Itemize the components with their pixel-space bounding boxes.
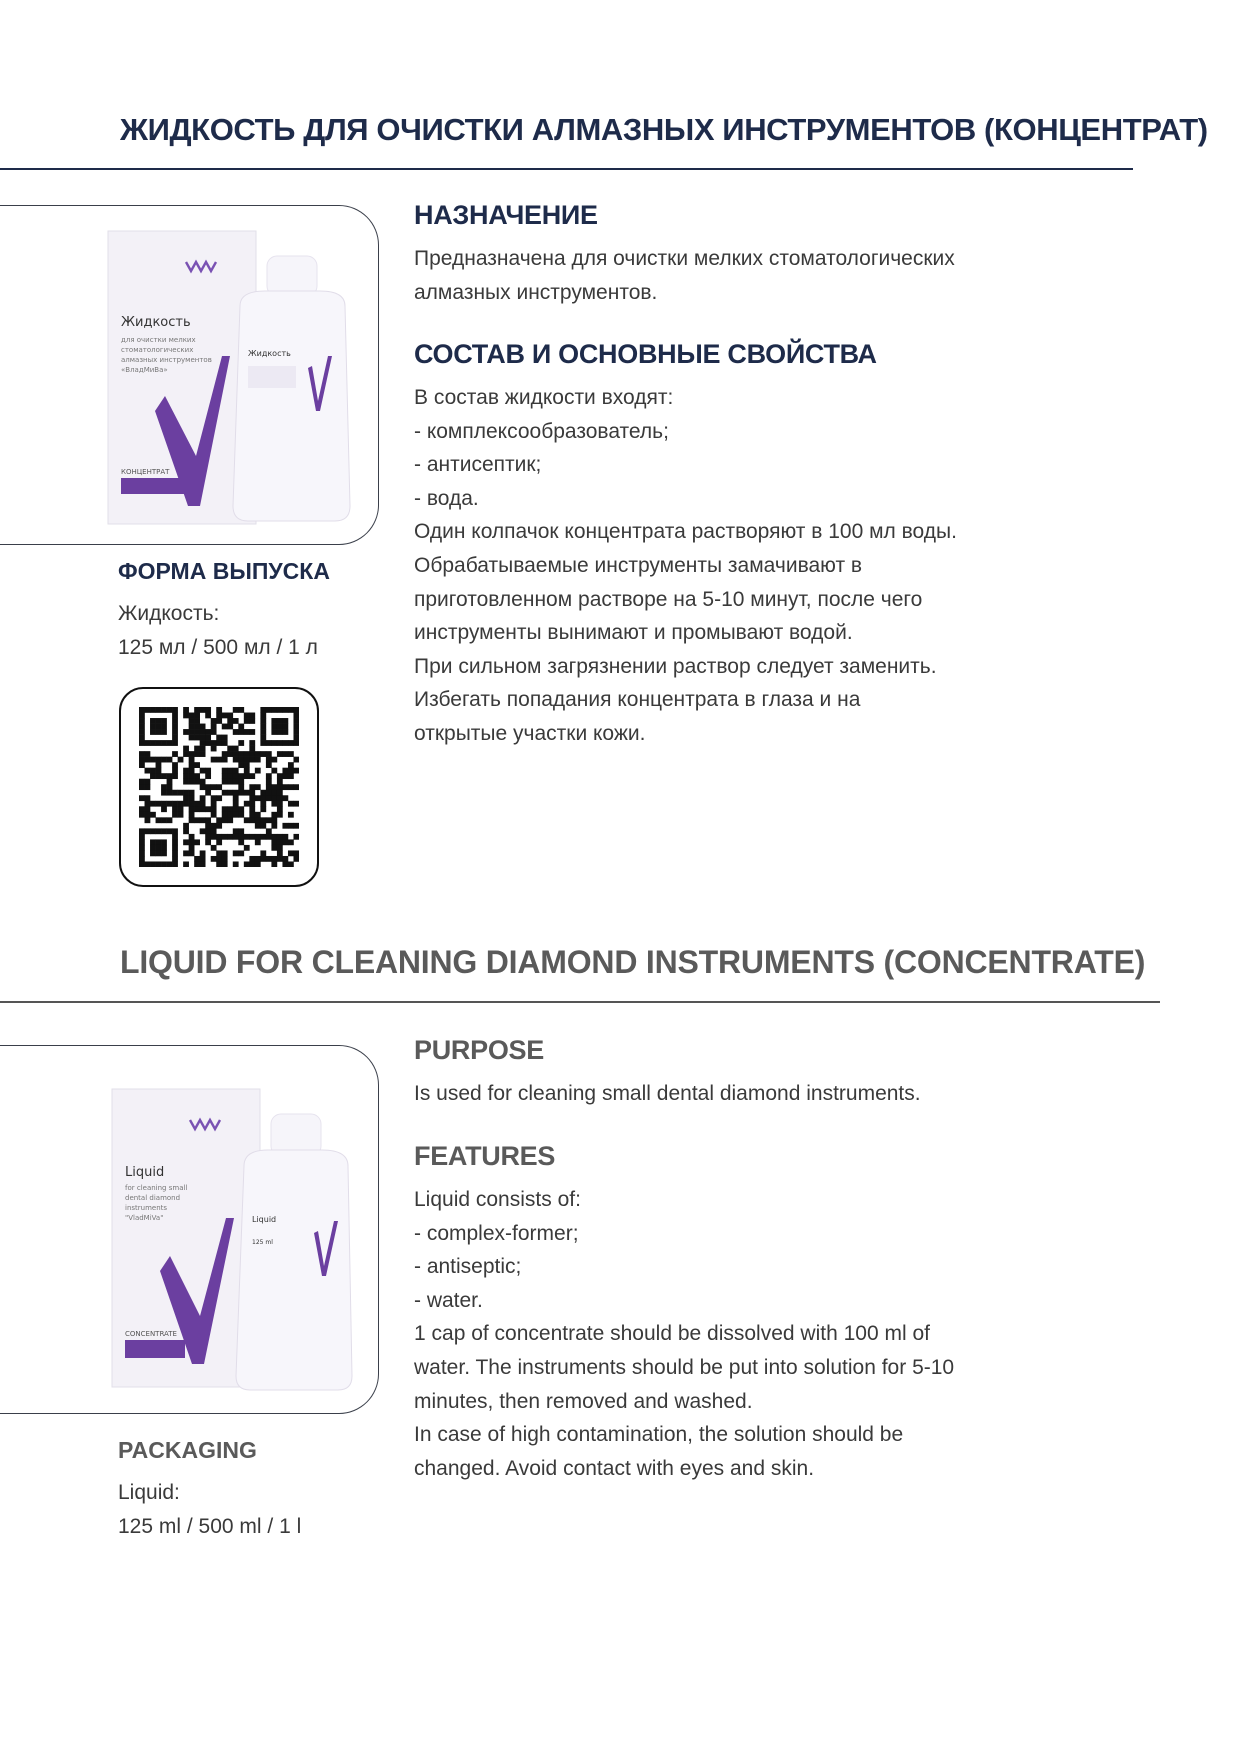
svg-text:for cleaning small: for cleaning small <box>125 1184 188 1192</box>
purpose-text-en <box>414 1077 921 1111</box>
page-title-en: LIQUID FOR CLEANING DIAMOND INSTRUMENTS (CONCENTRATE) <box>120 944 1146 980</box>
text-line: - антисептик; <box>414 453 542 477</box>
qr-code-icon <box>139 707 299 867</box>
svg-text:CONCENTRATE: CONCENTRATE <box>125 1330 177 1338</box>
text-line: Is used for cleaning small dental diamond instruments. <box>414 1082 921 1105</box>
text-line: Liquid consists of: <box>414 1188 581 1211</box>
text-line: алмазных инструментов. <box>414 280 658 304</box>
text-line: приготовленном растворе на 5-10 минут, после чего <box>414 587 923 611</box>
text-line: Предназначена для очистки мелких стоматологических <box>414 247 955 270</box>
product-image-card-en <box>0 1045 379 1414</box>
text-line: 125 мл / 500 мл / 1 л <box>118 635 318 659</box>
text-line: changed. Avoid contact with eyes and skin. <box>414 1456 815 1480</box>
text-line: - комплексообразователь; <box>414 419 669 443</box>
box-label-en: Liquid <box>125 1165 165 1180</box>
text-line: - вода. <box>414 486 479 510</box>
packaging-heading-en: PACKAGING <box>118 1437 257 1463</box>
text-line: Жидкость: <box>118 602 220 625</box>
page-title-ru: ЖИДКОСТЬ ДЛЯ ОЧИСТКИ АЛМАЗНЫХ ИНСТРУМЕНТОВ (КОНЦЕНТРАТ) <box>120 112 1208 147</box>
text-line: Обрабатываемые инструменты замачивают в <box>414 553 863 577</box>
text-line: При сильном загрязнении раствор следует заменить. <box>414 654 937 678</box>
text-line: - antiseptic; <box>414 1255 522 1279</box>
product-photo-en <box>0 1046 378 1413</box>
svg-text:КОНЦЕНТРАТ: КОНЦЕНТРАТ <box>121 468 170 476</box>
text-line: 1 cap of concentrate should be dissolved with 100 ml of <box>414 1322 930 1346</box>
features-text-en <box>414 1183 954 1485</box>
packaging-heading-ru: ФОРМА ВЫПУСКА <box>118 558 330 584</box>
purpose-heading-ru: НАЗНАЧЕНИЕ <box>414 200 598 230</box>
text-line: Избегать попадания концентрата в глаза и на <box>414 688 861 712</box>
packaging-text-ru <box>118 597 318 664</box>
bottle-label-ru: Жидкость <box>248 349 291 358</box>
svg-text:алмазных инструментов: алмазных инструментов <box>121 356 212 364</box>
text-line: water. The instruments should be put into solution for 5-10 <box>414 1355 955 1379</box>
text-line: In case of high contamination, the solution should be <box>414 1423 904 1447</box>
purpose-heading-en: PURPOSE <box>414 1035 544 1065</box>
title-divider-ru <box>0 168 1133 170</box>
text-line: minutes, then removed and washed. <box>414 1389 753 1413</box>
title-divider-en <box>0 1001 1160 1003</box>
text-line: инструменты вынимают и промывают водой. <box>414 621 853 645</box>
product-photo-ru <box>0 206 378 544</box>
svg-text:dental diamond: dental diamond <box>125 1194 181 1202</box>
svg-text:стоматологических: стоматологических <box>121 346 194 354</box>
svg-text:«ВладМиВа»: «ВладМиВа» <box>121 366 168 374</box>
text-line: 125 ml / 500 ml / 1 l <box>118 1514 302 1538</box>
features-heading-ru: СОСТАВ И ОСНОВНЫЕ СВОЙСТВА <box>414 339 877 369</box>
text-line: Один колпачок концентрата растворяют в 100 мл воды. <box>414 520 957 544</box>
qr-code-card[interactable] <box>119 687 319 887</box>
text-line: - water. <box>414 1288 483 1312</box>
text-line: В состав жидкости входят: <box>414 386 674 409</box>
product-image-card-ru <box>0 205 379 545</box>
svg-text:instruments: instruments <box>125 1204 168 1212</box>
svg-text:"VladMiVa": "VladMiVa" <box>125 1214 164 1222</box>
purpose-text-ru <box>414 242 955 309</box>
svg-text:для очистки мелких: для очистки мелких <box>121 336 196 344</box>
bottle-label-en: Liquid <box>252 1215 277 1224</box>
text-line: открытые участки кожи. <box>414 721 646 745</box>
packaging-text-en <box>118 1476 301 1543</box>
text-line: Liquid: <box>118 1481 180 1504</box>
box-label-ru: Жидкость <box>121 315 191 330</box>
svg-text:125 ml: 125 ml <box>252 1239 273 1246</box>
features-heading-en: FEATURES <box>414 1141 556 1171</box>
features-text-ru <box>414 381 957 751</box>
text-line: - complex-former; <box>414 1221 579 1245</box>
